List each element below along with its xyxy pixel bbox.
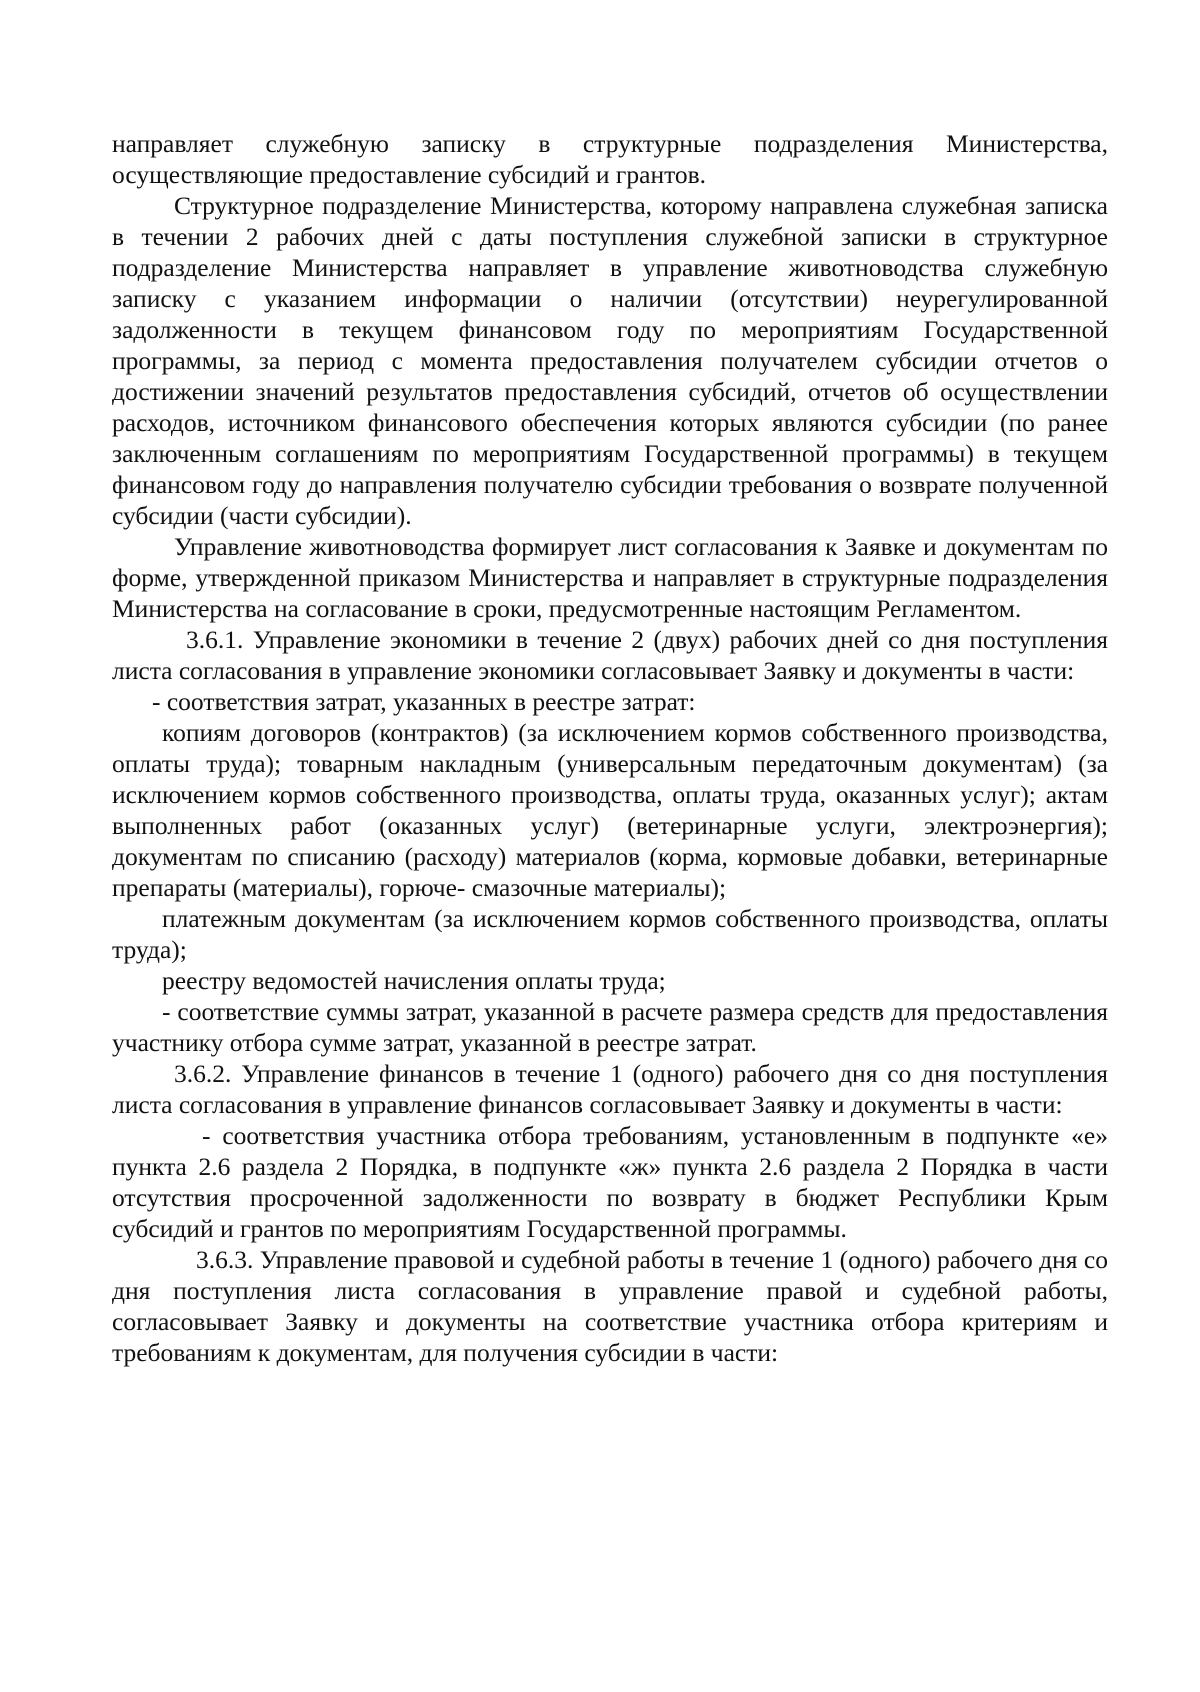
list-item-participant-requirements: - соответствия участника отбора требованиям, установленным в подпункте «е» пункта 2.6 раздела 2 Порядка, в подпункте «ж» пункта 2.6 раздела 2 Порядка в части отсутствия просроченной задолженности по возврату в бюджет Республики Крым субсидий и грантов по мероприятиям Государственной программы. [112,1121,1108,1243]
paragraph-payroll-register: реестру ведомостей начисления оплаты труда; [162,966,666,995]
paragraph-contract-copies: копиям договоров (контрактов) (за исключением кормов собственного производства, оплаты труда); товарным накладным (универсальным передаточным документам) (за исключением кормов собственного производства, оплаты труда, оказанных услуг); актам выполненных работ (оказанных услуг) (ветеринарные услуги, электроэнергия); документам по списанию (расходу) материалов (корма, кормовые добавки, ветеринарные препараты (материалы), горюче- смазочные материалы); [112,718,1108,902]
paragraph-structural-unit: Структурное подразделение Министерства, которому направлена служебная записка в течении 2 рабочих дней с даты поступления служебной записки в структурное подразделение Министерства направляет в управление животноводства служебную записку с указанием информации о наличии (отсутствии) неурегулированной задолженности в текущем финансовом году по мероприятиям Государственной программы, за период с момента предоставления получателем субсидии отчетов о достижении значений результатов предоставления субсидий, отчетов об осуществлении расходов, источником финансового обеспечения которых являются субсидии (по ранее заключенным соглашениям по мероприятиям Государственной программы) в текущем финансовом году до направления получателю субсидии требования о возврате полученной субсидии (части субсидии). [112,191,1108,530]
paragraph-livestock-department: Управление животноводства формирует лист согласования к Заявке и документам по форме, утвержденной приказом Министерства и направляет в структурные подразделения Министерства на согласование в сроки, предусмотренные настоящим Регламентом. [112,532,1108,623]
paragraph-3-6-2: 3.6.2. Управление финансов в течение 1 (одного) рабочего дня со дня поступления листа согласования в управление финансов согласовывает Заявку и документы в части: [112,1059,1108,1119]
paragraph-3-6-3: 3.6.3. Управление правовой и судебной работы в течение 1 (одного) рабочего дня со дня поступления листа согласования в управление правой и судебной работы, согласовывает Заявку и документы на соответствие участника отбора критериям и требованиям к документам, для получения субсидии в части: [112,1245,1108,1367]
paragraph-continuation: направляет служебную записку в структурные подразделения Министерства, осуществляющие предоставление субсидий и грантов. [112,129,1108,189]
document-page [112,128,1108,1368]
paragraph-payment-documents: платежным документам (за исключением кормов собственного производства, оплаты труда); [112,904,1108,964]
paragraph-3-6-1: 3.6.1. Управление экономики в течение 2 (двух) рабочих дней со дня поступления листа согласования в управление экономики согласовывает Заявку и документы в части: [112,625,1108,685]
list-item-cost-sum-compliance: - соответствие суммы затрат, указанной в расчете размера средств для предоставления участнику отбора сумме затрат, указанной в реестре затрат. [112,997,1108,1057]
list-item-costs-compliance: - соответствия затрат, указанных в реестре затрат: [152,687,696,716]
